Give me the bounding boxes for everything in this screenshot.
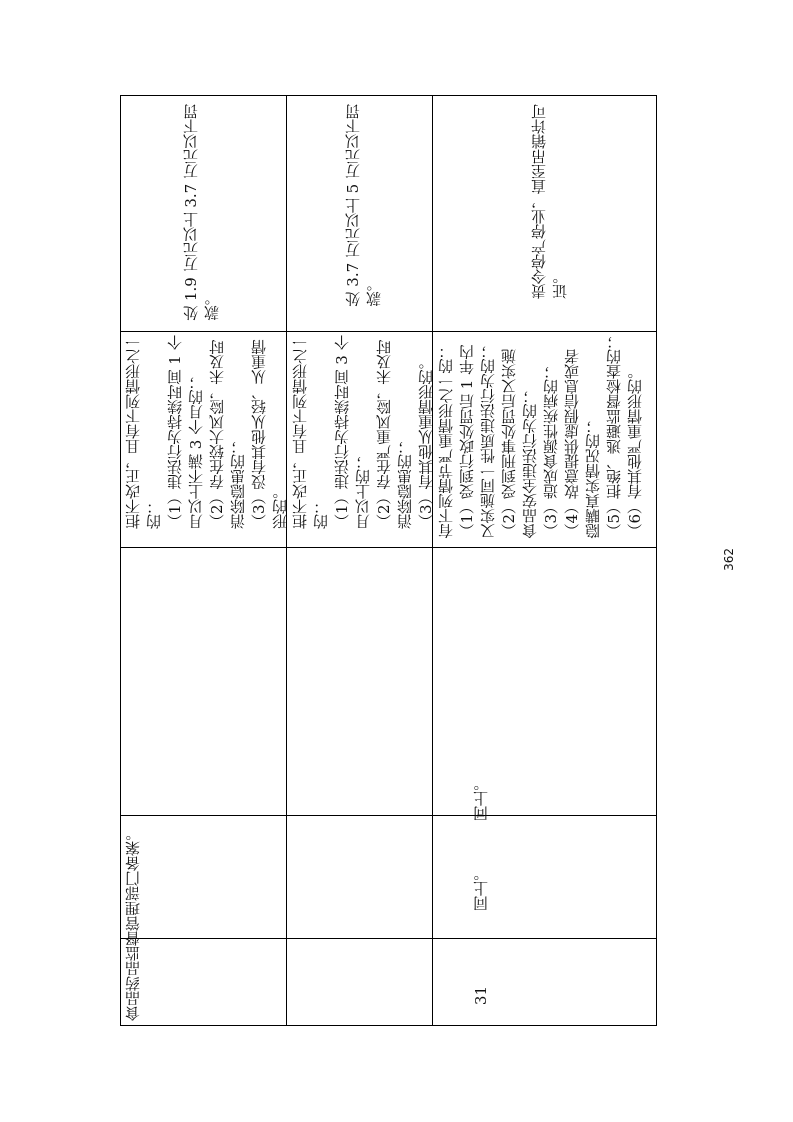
- regulation-table: [120, 95, 657, 1026]
- circumstance-text: 拒不改正，且有下列情形之一 的： （1）违法行为持续时间 1 个 月以上不满 3 个月的； （2）存在较大风险，未及时 消除隐患的； （3）没有其他从轻、从重情 形的。: [124, 334, 289, 529]
- circumstance-text: 拒不改正，且有下列情形之一 的： （1）违法行为持续时间 3 个 月以上的； （2）存在严重风险，未及时 消除隐患的； （3）有其他从重情形的。: [291, 334, 435, 529]
- penalty-text: 责令停产停业，直至吊销许可 证。: [530, 104, 569, 299]
- row-divider: [121, 547, 656, 548]
- circumstance-text: 有下列情节严重情形之一的： （1）受到行政处罚后 1 年内 又实施同一性质违法行为的； （2）受到刑事处罚后又实施 食品安全违法行为的； （3）造成食源性疾病的； （4）故意提供虚假信息或者 隐瞒真实情况的； （5）拒绝、逃避监督检查的； （6）有其他严重情形的。: [437, 334, 644, 539]
- penalty-text: 处 1.9 万元以上 3.7 万元以下罚 款。: [182, 104, 221, 321]
- row-divider: [121, 815, 656, 816]
- column-divider: [286, 96, 287, 1025]
- row-divider: [121, 938, 656, 939]
- column-divider: [432, 96, 433, 1025]
- row-number: 31: [472, 986, 490, 1006]
- row-divider: [121, 331, 656, 332]
- basis-text: 食品药品监督管理部门备案。: [124, 826, 142, 1021]
- penalty-text: 处 3.7 万元以上 5 万元以下罚 款。: [344, 104, 383, 307]
- violation-text: 同上。: [472, 866, 490, 911]
- basis-text: 同上。: [472, 776, 490, 821]
- page-number: 362: [722, 548, 736, 571]
